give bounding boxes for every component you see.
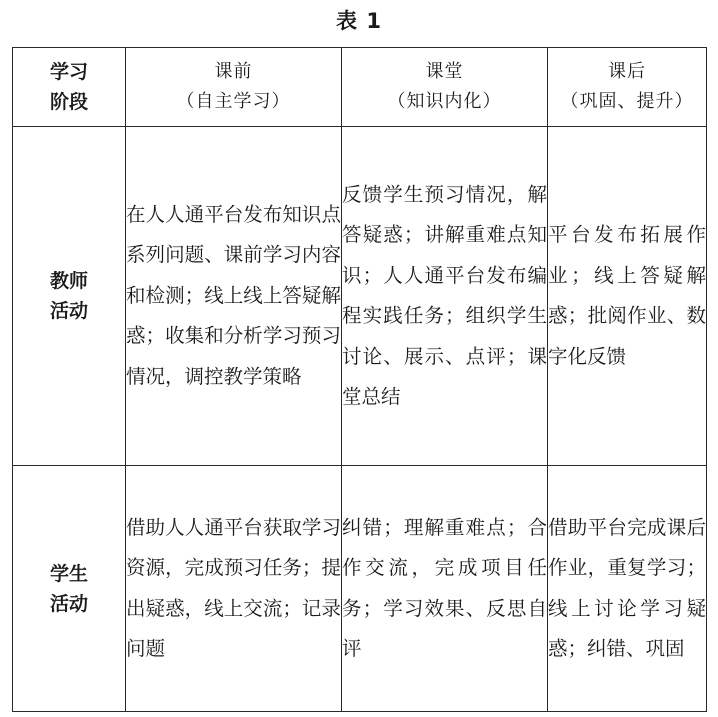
table-row-student [13, 466, 707, 712]
phase-header-post-class [548, 48, 707, 127]
phase-header-pre-class [126, 48, 342, 127]
stage-header-cell [13, 48, 126, 127]
row-label-student [13, 466, 126, 712]
table-row-teacher [13, 127, 707, 466]
teacher-post-class-cell: 平台发布拓展作业；线上答疑解惑；批阅作业、数字化反馈 [548, 127, 707, 466]
phase-subtitle: （知识内化） [387, 91, 502, 112]
row-label-line-2: 活动 [49, 300, 88, 322]
phase-name: 课后 [608, 61, 646, 82]
phase-name: 课前 [214, 61, 253, 82]
student-post-class-cell: 借助平台完成课后作业，重复学习；线上讨论学习疑惑；纠错、巩固 [548, 466, 707, 712]
student-pre-class-cell: 借助人人通平台获取学习资源，完成预习任务；提出疑惑，线上交流；记录问题 [126, 466, 342, 712]
phase-name: 课堂 [425, 61, 464, 82]
row-label-teacher [13, 127, 126, 466]
row-label-line-1: 教师 [49, 270, 88, 292]
student-in-class-cell: 纠错；理解重难点；合作交流，完成项目任务；学习效果、反思自评 [342, 466, 548, 712]
teacher-pre-class-cell: 在人人通平台发布知识点系列问题、课前学习内容和检测；线上线上答疑解惑；收集和分析学习预习情况，调控教学策略 [126, 127, 342, 466]
phase-subtitle: （自主学习） [176, 91, 291, 112]
stage-header-line-1: 学习 [49, 61, 88, 83]
phase-header-in-class [342, 48, 548, 127]
activity-table [12, 47, 707, 712]
row-label-line-1: 学生 [49, 562, 88, 585]
stage-header-line-2: 阶段 [49, 91, 88, 113]
header-row [13, 48, 707, 127]
row-label-line-2: 活动 [49, 592, 88, 615]
table-caption: 表 1 [336, 9, 382, 33]
teacher-in-class-cell: 反馈学生预习情况，解答疑惑；讲解重难点知识；人人通平台发布编程实践任务；组织学生讨论、展示、点评；课堂总结 [342, 127, 548, 466]
phase-subtitle: （巩固、提升） [560, 91, 694, 112]
